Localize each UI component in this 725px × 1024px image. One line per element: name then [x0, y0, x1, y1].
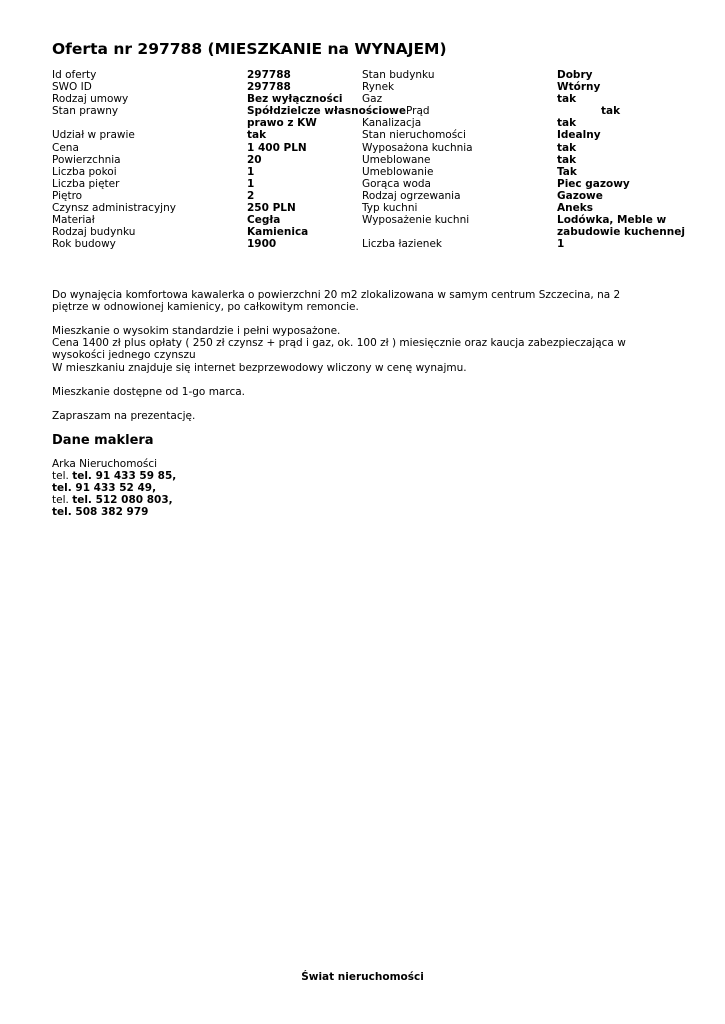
spec-row	[52, 93, 682, 105]
spec-row	[52, 190, 682, 202]
spec-label: Umeblowane	[362, 153, 431, 166]
spec-value: prawo z KW	[247, 117, 317, 130]
spec-row	[52, 226, 685, 239]
spec-value: Gazowe	[557, 189, 603, 202]
spec-label	[52, 117, 247, 129]
spec-row	[52, 105, 682, 117]
spec-row	[52, 69, 682, 81]
spec-value: Aneks	[557, 202, 593, 215]
spec-value: Dobry	[557, 69, 593, 81]
spec-row	[52, 214, 682, 226]
spec-label: Materiał	[52, 214, 95, 227]
spec-value: tak	[557, 153, 577, 166]
spec-label: Kanalizacja	[362, 117, 422, 130]
spec-label: Stan budynku	[362, 69, 435, 81]
broker-phone[interactable]: tel. 512 080 803,	[72, 494, 173, 507]
spec-label: Wyposażona kuchnia	[362, 141, 473, 154]
spec-value: 1900	[247, 238, 277, 251]
spec-label: Stan prawny	[52, 105, 119, 118]
spec-row	[52, 117, 682, 129]
spec-row	[52, 154, 682, 166]
description-paragraph	[52, 325, 652, 373]
spec-label: Rodzaj budynku	[52, 226, 136, 239]
description-line: Mieszkanie o wysokim standardzie i pełni wyposażone.	[52, 325, 341, 338]
spec-value: Kamienica	[247, 226, 309, 239]
spec-value: 297788	[247, 69, 291, 81]
broker-section-title: Dane maklera	[52, 433, 154, 448]
tel-prefix: tel.	[52, 494, 69, 507]
description-paragraph: Zapraszam na prezentację.	[52, 409, 196, 422]
spec-label: Id oferty	[52, 69, 97, 81]
broker-phone[interactable]: tel. 91 433 52 49,	[52, 482, 157, 495]
spec-value: 20	[247, 153, 262, 166]
spec-row	[52, 142, 682, 154]
broker-phone-line	[52, 494, 176, 506]
description-paragraph: Do wynajęcia komfortowa kawalerka o powierzchni 20 m2 zlokalizowana w samym centrum Szczecina, na 2 piętrze w odnowionej kamienicy, po całkowitym remoncie.	[52, 289, 621, 314]
spec-label: Cena	[52, 141, 79, 154]
spec-row	[52, 202, 682, 214]
spec-label: Czynsz administracyjny	[52, 202, 176, 215]
spec-value: Tak	[557, 165, 577, 178]
spec-label: Rodzaj ogrzewania	[362, 189, 461, 202]
spec-label: Gaz	[362, 93, 383, 106]
spec-value: zabudowie kuchennej	[557, 226, 685, 239]
spec-value: 1 400 PLN	[247, 141, 307, 154]
spec-value: Spółdzielcze własnościowe	[247, 105, 406, 118]
description-line: Cena 1400 zł plus opłaty ( 250 zł czynsz + prąd i gaz, ok. 100 zł ) miesięcznie oraz kaucja zabezpieczająca w wysokości jednego czynszu	[52, 337, 626, 362]
spec-row	[52, 238, 682, 250]
description-line: W mieszkaniu znajduje się internet bezprzewodowy wliczony w cenę wynajmu.	[52, 361, 467, 374]
broker-phone[interactable]: tel. 508 382 979	[52, 506, 149, 519]
spec-label: Liczba pokoi	[52, 165, 117, 178]
spec-value: 1	[247, 165, 255, 178]
spec-value: Wtórny	[557, 81, 601, 94]
spec-value: 2	[247, 189, 255, 202]
spec-value: Cegła	[247, 214, 281, 227]
spec-label: Powierzchnia	[52, 153, 121, 166]
broker-name: Arka Nieruchomości	[52, 458, 158, 470]
spec-value: Bez wyłączności	[247, 93, 343, 106]
page-footer: Świat nieruchomości	[301, 971, 424, 983]
spec-label: Rodzaj umowy	[52, 93, 129, 106]
spec-label: Umeblowanie	[362, 165, 434, 178]
spec-value: tak	[600, 105, 621, 118]
spec-label: Rok budowy	[52, 238, 116, 251]
spec-label: Liczba pięter	[52, 177, 120, 190]
tel-prefix: tel.	[52, 470, 69, 483]
broker-phone-line	[52, 470, 176, 482]
spec-row	[52, 81, 682, 93]
offer-description	[52, 289, 652, 434]
spec-value: 250 PLN	[247, 202, 296, 215]
spec-row	[52, 166, 682, 178]
spec-value: 1	[247, 177, 255, 190]
spec-row	[52, 178, 682, 190]
spec-row	[52, 129, 682, 141]
spec-value: tak	[557, 93, 577, 106]
spec-label: Wyposażenie kuchni	[362, 214, 470, 227]
spec-value: 1	[557, 238, 565, 251]
spec-label: Rynek	[362, 81, 395, 94]
spec-label	[362, 226, 557, 238]
description-paragraph: Mieszkanie dostępne od 1-go marca.	[52, 385, 245, 398]
spec-label: SWO ID	[52, 81, 92, 94]
spec-value: Lodówka, Meble w	[557, 214, 667, 227]
spec-value: tak	[557, 141, 577, 154]
spec-label: Gorąca woda	[362, 177, 431, 190]
spec-value: Piec gazowy	[557, 177, 630, 190]
page-title: Oferta nr 297788 (MIESZKANIE na WYNAJEM)	[52, 40, 447, 58]
broker-phone[interactable]: tel. 91 433 59 85,	[72, 470, 177, 483]
spec-value: tak	[247, 129, 267, 142]
spec-value: 297788	[247, 81, 291, 94]
spec-label: Piętro	[52, 189, 83, 202]
spec-label: Liczba łazienek	[362, 238, 442, 251]
spec-label: Prąd	[405, 105, 430, 118]
spec-value: tak	[557, 117, 577, 130]
spec-label: Typ kuchni	[362, 202, 418, 215]
spec-label: Stan nieruchomości	[362, 129, 466, 142]
spec-value: Idealny	[557, 129, 601, 142]
property-specs-table	[52, 69, 685, 251]
spec-label: Udział w prawie	[52, 129, 135, 142]
broker-contact	[52, 458, 176, 518]
